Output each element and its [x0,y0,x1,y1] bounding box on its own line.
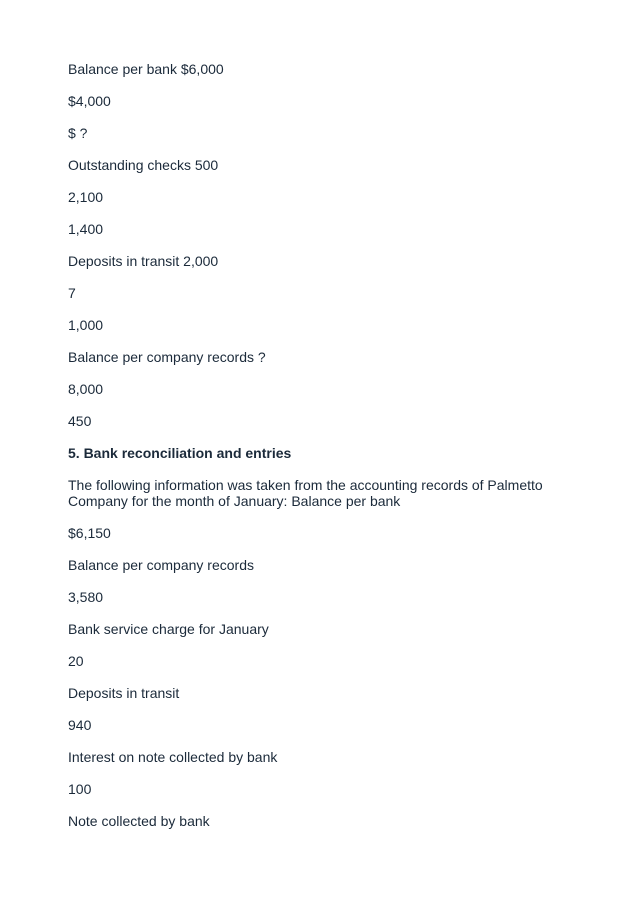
line-balance-per-bank: Balance per bank $6,000 [68,61,224,77]
line-value: 7 [68,285,76,301]
line-value: 8,000 [68,381,104,397]
section-heading: 5. Bank reconciliation and entries [68,445,292,461]
line-balance-per-company-records: Balance per company records ? [68,349,266,365]
line-value: 1,400 [68,221,104,237]
line-interest-on-note: Interest on note collected by bank [68,749,278,765]
line-value: $ ? [68,125,88,141]
line-outstanding-checks: Outstanding checks 500 [68,157,219,173]
line-value: 3,580 [68,589,104,605]
line-deposits-in-transit: Deposits in transit 2,000 [68,253,219,269]
line-value: 100 [68,781,92,797]
line-bank-service-charge: Bank service charge for January [68,621,269,637]
line-value: $4,000 [68,93,111,109]
line-value: 1,000 [68,317,104,333]
paragraph-intro: The following information was taken from the accounting records of Palmetto Company for the month of January: Balance per bank [68,477,543,509]
line-value: 2,100 [68,189,104,205]
line-value: 450 [68,413,92,429]
line-value: 940 [68,717,92,733]
line-value: $6,150 [68,525,111,541]
line-note-collected: Note collected by bank [68,813,210,829]
line-value: 20 [68,653,84,669]
document-body [68,61,578,845]
line-deposits-in-transit: Deposits in transit [68,685,180,701]
line-balance-per-company-records: Balance per company records [68,557,254,573]
